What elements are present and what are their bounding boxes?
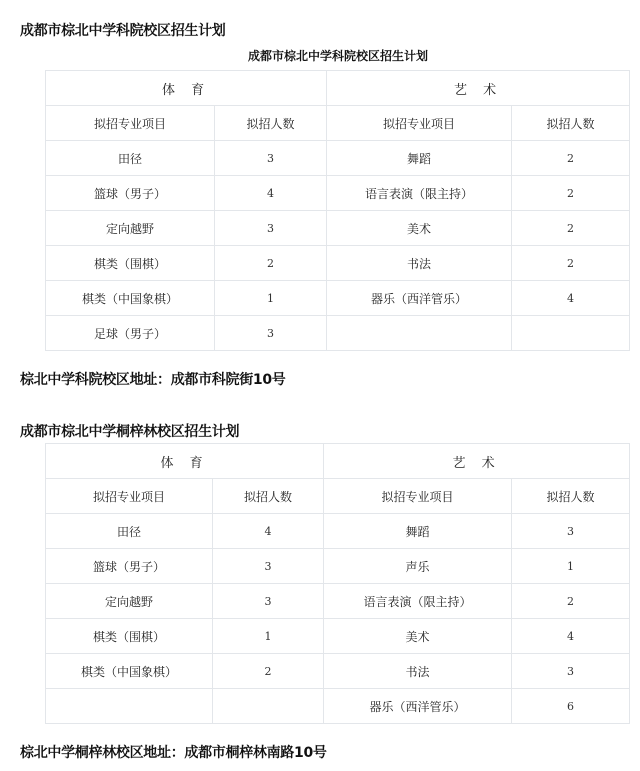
sport-count — [213, 689, 324, 724]
section2-enrollment-table — [45, 443, 630, 724]
table-row — [46, 316, 630, 351]
art-item — [327, 316, 512, 351]
column-header-row — [46, 106, 630, 141]
sport-count: 3 — [215, 316, 327, 351]
col-header-sport-item: 拟招专业项目 — [46, 479, 213, 514]
section1-heading: 成都市棕北中学科院校区招生计划 — [20, 23, 226, 39]
art-item: 美术 — [327, 211, 512, 246]
section1-address: 棕北中学科院校区地址：成都市科院街10号 — [20, 372, 286, 388]
sport-item — [46, 689, 213, 724]
group-sports: 体 育 — [46, 71, 327, 106]
table-row — [46, 514, 630, 549]
art-count: 3 — [512, 654, 630, 689]
section1-enrollment-table — [45, 70, 630, 351]
sport-count: 3 — [213, 549, 324, 584]
sport-count: 3 — [215, 211, 327, 246]
section2-address: 棕北中学桐梓林校区地址：成都市桐梓林南路10号 — [20, 745, 327, 761]
sport-item: 足球（男子） — [46, 316, 215, 351]
group-sports: 体 育 — [46, 444, 324, 479]
art-item: 器乐（西洋管乐） — [327, 281, 512, 316]
sport-count: 4 — [215, 176, 327, 211]
art-item: 美术 — [324, 619, 512, 654]
sport-count: 2 — [215, 246, 327, 281]
col-header-sport-count: 拟招人数 — [215, 106, 327, 141]
art-count: 3 — [512, 514, 630, 549]
art-item: 舞蹈 — [324, 514, 512, 549]
section1-table-caption: 成都市棕北中学科院校区招生计划 — [247, 49, 428, 63]
art-count: 2 — [512, 141, 630, 176]
sport-item: 定向越野 — [46, 211, 215, 246]
table-row — [46, 176, 630, 211]
table-row — [46, 584, 630, 619]
art-item: 舞蹈 — [327, 141, 512, 176]
table-row — [46, 654, 630, 689]
section2-heading: 成都市棕北中学桐梓林校区招生计划 — [20, 424, 240, 440]
sport-count: 3 — [213, 584, 324, 619]
art-item: 器乐（西洋管乐） — [324, 689, 512, 724]
group-header-row — [46, 444, 630, 479]
art-item: 语言表演（限主持） — [324, 584, 512, 619]
table-row — [46, 141, 630, 176]
art-item: 声乐 — [324, 549, 512, 584]
art-count: 2 — [512, 584, 630, 619]
group-arts: 艺 术 — [324, 444, 630, 479]
column-header-row — [46, 479, 630, 514]
sport-item: 棋类（中国象棋） — [46, 654, 213, 689]
sport-item: 田径 — [46, 141, 215, 176]
col-header-sport-item: 拟招专业项目 — [46, 106, 215, 141]
sport-item: 棋类（围棋） — [46, 246, 215, 281]
sport-item: 定向越野 — [46, 584, 213, 619]
sport-item: 篮球（男子） — [46, 549, 213, 584]
sport-count: 1 — [213, 619, 324, 654]
art-count — [512, 316, 630, 351]
sport-count: 3 — [215, 141, 327, 176]
art-count: 2 — [512, 176, 630, 211]
sport-count: 4 — [213, 514, 324, 549]
table-row — [46, 281, 630, 316]
table-row — [46, 211, 630, 246]
col-header-art-count: 拟招人数 — [512, 106, 630, 141]
art-count: 2 — [512, 246, 630, 281]
col-header-sport-count: 拟招人数 — [213, 479, 324, 514]
sport-item: 棋类（中国象棋） — [46, 281, 215, 316]
sport-count: 1 — [215, 281, 327, 316]
group-header-row — [46, 71, 630, 106]
art-count: 2 — [512, 211, 630, 246]
art-count: 4 — [512, 281, 630, 316]
art-count: 4 — [512, 619, 630, 654]
sport-item: 田径 — [46, 514, 213, 549]
art-item: 书法 — [324, 654, 512, 689]
sport-item: 篮球（男子） — [46, 176, 215, 211]
art-count: 6 — [512, 689, 630, 724]
table-row — [46, 619, 630, 654]
table-row — [46, 246, 630, 281]
art-item: 语言表演（限主持） — [327, 176, 512, 211]
sport-count: 2 — [213, 654, 324, 689]
col-header-art-count: 拟招人数 — [512, 479, 630, 514]
table-row — [46, 689, 630, 724]
art-count: 1 — [512, 549, 630, 584]
art-item: 书法 — [327, 246, 512, 281]
group-arts: 艺 术 — [327, 71, 630, 106]
table-row — [46, 549, 630, 584]
col-header-art-item: 拟招专业项目 — [327, 106, 512, 141]
sport-item: 棋类（围棋） — [46, 619, 213, 654]
col-header-art-item: 拟招专业项目 — [324, 479, 512, 514]
